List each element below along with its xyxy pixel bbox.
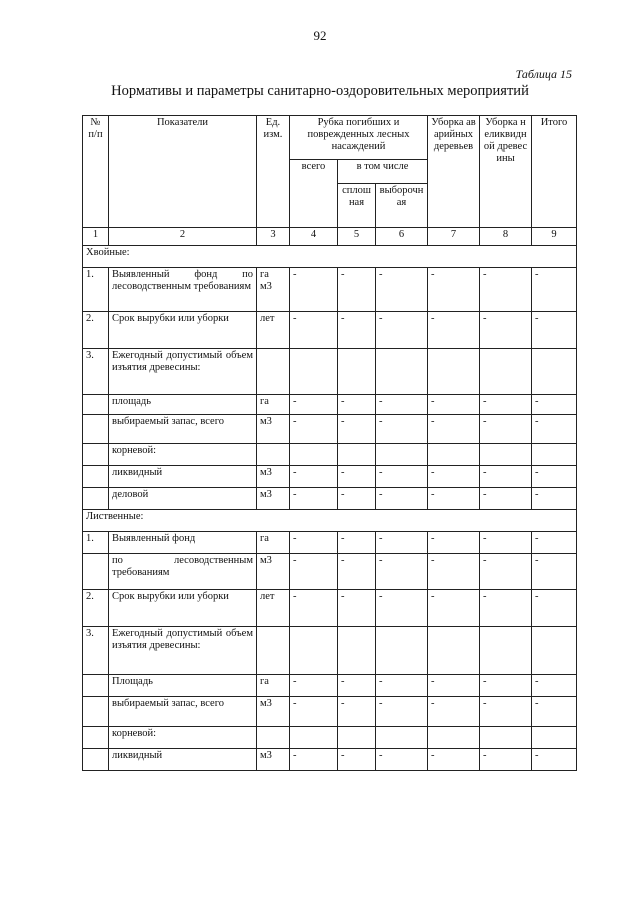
cell-value: -	[376, 415, 428, 444]
cell-value: -	[428, 415, 480, 444]
table-caption: Таблица 15	[515, 67, 572, 81]
row-num: 1.	[83, 532, 109, 554]
cell-value: -	[428, 749, 480, 771]
row-unit: лет	[257, 312, 290, 349]
table-row	[83, 268, 577, 312]
cell-value: -	[376, 488, 428, 510]
header-including: в том числе	[338, 160, 428, 184]
row-label: корневой:	[109, 444, 257, 466]
document-title: Нормативы и параметры санитарно-оздоровительных мероприятий	[111, 83, 529, 99]
cell-value: -	[338, 268, 376, 312]
cell-value: -	[480, 532, 532, 554]
cell-value: -	[290, 532, 338, 554]
table-row	[83, 349, 577, 395]
row-label: корневой:	[109, 727, 257, 749]
cell-value: -	[290, 590, 338, 627]
cell-value: -	[338, 395, 376, 415]
cell-value: -	[376, 697, 428, 727]
cell-value: -	[532, 532, 577, 554]
row-label: выбираемый запас, всего	[109, 697, 257, 727]
cell-value: -	[338, 749, 376, 771]
cell-value: -	[480, 415, 532, 444]
row-num: 2.	[83, 312, 109, 349]
table-row	[83, 488, 577, 510]
cell-value: -	[428, 554, 480, 590]
col-num: 2	[109, 228, 257, 246]
cell-value: -	[338, 312, 376, 349]
row-label: Срок вырубки или уборки	[109, 312, 257, 349]
header-indicators: Показатели	[109, 116, 257, 228]
cell-value: -	[532, 590, 577, 627]
col-num: 5	[338, 228, 376, 246]
cell-value: -	[532, 697, 577, 727]
col-num: 9	[532, 228, 577, 246]
section-row	[83, 246, 577, 268]
table-row	[83, 444, 577, 466]
col-num: 7	[428, 228, 480, 246]
cell-value: -	[480, 590, 532, 627]
cell-value: -	[480, 488, 532, 510]
cell-value: -	[290, 268, 338, 312]
col-num: 1	[83, 228, 109, 246]
cell-value: -	[376, 466, 428, 488]
col-num: 8	[480, 228, 532, 246]
cell-value: -	[338, 415, 376, 444]
row-label: ликвидный	[109, 466, 257, 488]
cell-value: -	[532, 488, 577, 510]
cell-value: -	[338, 532, 376, 554]
row-unit: га м3	[257, 268, 290, 312]
header-total: всего	[290, 160, 338, 228]
header-num: № п/п	[83, 116, 109, 228]
row-num: 1.	[83, 268, 109, 312]
cell-value: -	[376, 312, 428, 349]
cell-value: -	[376, 395, 428, 415]
row-label: Площадь	[109, 675, 257, 697]
row-unit: м3	[257, 466, 290, 488]
cell-value: -	[376, 675, 428, 697]
cell-value: -	[338, 675, 376, 697]
row-label: Выявленный фонд по лесоводственным требованиям	[109, 268, 257, 312]
header-clear: сплошная	[338, 184, 376, 228]
cell-value: -	[480, 675, 532, 697]
section-row	[83, 510, 577, 532]
table-row	[83, 697, 577, 727]
header-felling: Рубка погибших и поврежденных лесных насаждений	[290, 116, 428, 160]
table-row	[83, 466, 577, 488]
cell-value: -	[428, 697, 480, 727]
header-illiquid: Уборка неликвидной древесины	[480, 116, 532, 228]
cell-value: -	[428, 312, 480, 349]
cell-value: -	[532, 415, 577, 444]
cell-value: -	[376, 268, 428, 312]
table-row	[83, 590, 577, 627]
section-title-conifer: Хвойные:	[83, 246, 577, 268]
header-unit: Ед. изм.	[257, 116, 290, 228]
section-title-deciduous: Лиственные:	[83, 510, 577, 532]
col-num: 3	[257, 228, 290, 246]
cell-value: -	[532, 268, 577, 312]
row-label: по лесоводственным требованиям	[109, 554, 257, 590]
row-label: ликвидный	[109, 749, 257, 771]
row-unit: м3	[257, 488, 290, 510]
cell-value: -	[532, 554, 577, 590]
cell-value: -	[376, 590, 428, 627]
row-unit: м3	[257, 749, 290, 771]
col-num: 6	[376, 228, 428, 246]
cell-value: -	[338, 697, 376, 727]
cell-value: -	[428, 675, 480, 697]
table-row	[83, 627, 577, 675]
cell-value: -	[480, 466, 532, 488]
col-num: 4	[290, 228, 338, 246]
row-num: 3.	[83, 627, 109, 675]
cell-value: -	[290, 488, 338, 510]
cell-value: -	[428, 395, 480, 415]
cell-value: -	[532, 312, 577, 349]
table-row	[83, 532, 577, 554]
row-num: 3.	[83, 349, 109, 395]
cell-value: -	[428, 268, 480, 312]
cell-value: -	[532, 395, 577, 415]
cell-value: -	[428, 590, 480, 627]
cell-value: -	[376, 532, 428, 554]
row-unit: га	[257, 675, 290, 697]
cell-value: -	[532, 466, 577, 488]
row-label: Выявленный фонд	[109, 532, 257, 554]
table-row	[83, 675, 577, 697]
cell-value: -	[480, 697, 532, 727]
table-row	[83, 312, 577, 349]
cell-value: -	[428, 466, 480, 488]
row-unit: м3	[257, 697, 290, 727]
cell-value: -	[338, 590, 376, 627]
cell-value: -	[428, 488, 480, 510]
cell-value: -	[338, 488, 376, 510]
row-unit: лет	[257, 590, 290, 627]
cell-value: -	[480, 268, 532, 312]
cell-value: -	[290, 749, 338, 771]
table-row	[83, 749, 577, 771]
cell-value: -	[290, 395, 338, 415]
table-row	[83, 415, 577, 444]
cell-value: -	[480, 554, 532, 590]
header-cleanup: Уборка аварийных деревьев	[428, 116, 480, 228]
cell-value: -	[480, 749, 532, 771]
header-sum: Итого	[532, 116, 577, 228]
norms-table	[82, 115, 577, 771]
column-numbers-row	[83, 228, 577, 246]
row-label: Ежегодный допустимый объем изъятия древесины:	[109, 349, 257, 395]
page-number: 92	[313, 28, 327, 43]
cell-value: -	[290, 554, 338, 590]
row-unit: м3	[257, 554, 290, 590]
cell-value: -	[376, 749, 428, 771]
cell-value: -	[428, 532, 480, 554]
cell-value: -	[290, 466, 338, 488]
cell-value: -	[290, 312, 338, 349]
table-row	[83, 554, 577, 590]
cell-value: -	[480, 395, 532, 415]
cell-value: -	[480, 312, 532, 349]
table-row	[83, 727, 577, 749]
row-label: площадь	[109, 395, 257, 415]
cell-value: -	[376, 554, 428, 590]
cell-value: -	[290, 697, 338, 727]
row-label: Ежегодный допустимый объем изъятия древесины:	[109, 627, 257, 675]
header-row-1	[83, 116, 577, 160]
row-num: 2.	[83, 590, 109, 627]
cell-value: -	[290, 675, 338, 697]
cell-value: -	[532, 749, 577, 771]
cell-value: -	[532, 675, 577, 697]
table-row	[83, 395, 577, 415]
header-selective: выборочная	[376, 184, 428, 228]
row-label: выбираемый запас, всего	[109, 415, 257, 444]
row-unit: га	[257, 395, 290, 415]
row-unit: м3	[257, 415, 290, 444]
cell-value: -	[290, 415, 338, 444]
row-label: деловой	[109, 488, 257, 510]
cell-value: -	[338, 554, 376, 590]
row-unit: га	[257, 532, 290, 554]
row-label: Срок вырубки или уборки	[109, 590, 257, 627]
cell-value: -	[338, 466, 376, 488]
